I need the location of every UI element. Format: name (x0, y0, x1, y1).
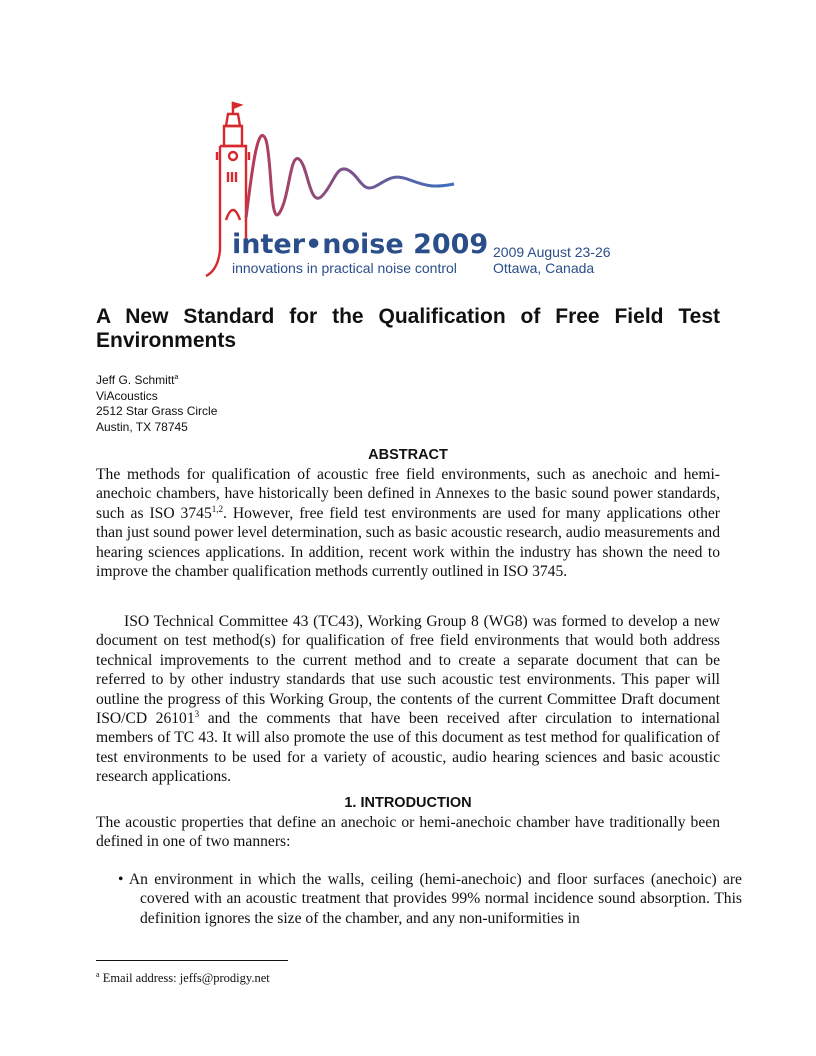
abstract-p1-text-cont: . However, free field test environments are used for many applications other than just sound power level determination, such as basic acoustic research, audio measurements and hearing sciences applications. In addition, recent work within the industry has shown the need to improve the chamber qualification methods currently outlined in ISO 3745. (96, 504, 720, 581)
paper-title: A New Standard for the Qualification of Free Field Test Environments (96, 305, 720, 352)
author-street: 2512 Star Grass Circle (96, 404, 218, 418)
logo-location: Ottawa, Canada (493, 260, 595, 276)
author-footnote-mark: a (174, 374, 179, 381)
bullet-text: An environment in which the walls, ceiling (hemi-anechoic) and floor surfaces (anechoic) are covered with an acoustic treatment that provides 99% normal incidence sound absorption. This definition ignores the size of the chamber, and any non-uniformities in (128, 871, 742, 927)
footnote-mark: a (96, 970, 100, 979)
introduction-heading: 1. INTRODUCTION (344, 795, 472, 811)
introduction-paragraph: The acoustic properties that define an anechoic or hemi-anechoic chamber have traditionally been defined in one of two manners: (96, 814, 720, 851)
author-city: Austin, TX 78745 (96, 419, 188, 434)
sound-wave-icon (246, 135, 454, 218)
abstract-heading: ABSTRACT (368, 447, 448, 463)
bullet-symbol: • (118, 871, 124, 888)
logo-date: 2009 August 23-26 (493, 244, 611, 260)
abstract-p2-text-cont: and the comments that have been received after circulation to international members of TC 43. It will also promote the use of this document as test method for qualification of test environments to be used for a variety of acoustic, audio hearing sciences and basic acoustic research applications. (96, 710, 720, 786)
logo-tagline: innovations in practical noise control (232, 260, 457, 276)
abstract-p2-text: ISO Technical Committee 43 (TC43), Working Group 8 (WG8) was formed to develop a new document on test method(s) for qualification of free field environments that would both address technical improvements to the current method and to create a separate document that can be referred to by other industry standards that use such acoustic test environments. This paper will outline the progress of this Working Group, the contents of the current Committee Draft document ISO/CD 26101 (96, 613, 720, 728)
abstract-paragraph-2 (96, 612, 720, 787)
abstract-p1-text: The methods for qualification of acoustic free field environments, such as anechoic and hemi-anechoic chambers, have historically been defined in Annexes to the basic sound power standards, such as ISO 3745 (96, 466, 720, 522)
author-affiliation: ViAcoustics (96, 388, 158, 403)
author-name-line (96, 370, 396, 389)
author-block (96, 370, 396, 435)
citation-ref: 3 (194, 708, 200, 719)
author-name: Jeff G. Schmitt (96, 373, 175, 387)
footnote-divider (96, 960, 288, 961)
footnote-text: Email address: jeffs@prodigy.net (99, 971, 270, 986)
bullet-item (118, 870, 742, 928)
logo-brand: inter•noise 2009 (232, 229, 489, 260)
abstract-paragraph-1 (96, 465, 720, 581)
citation-ref: 1,2 (211, 503, 223, 514)
conference-logo (200, 100, 630, 285)
footnote (96, 970, 596, 986)
